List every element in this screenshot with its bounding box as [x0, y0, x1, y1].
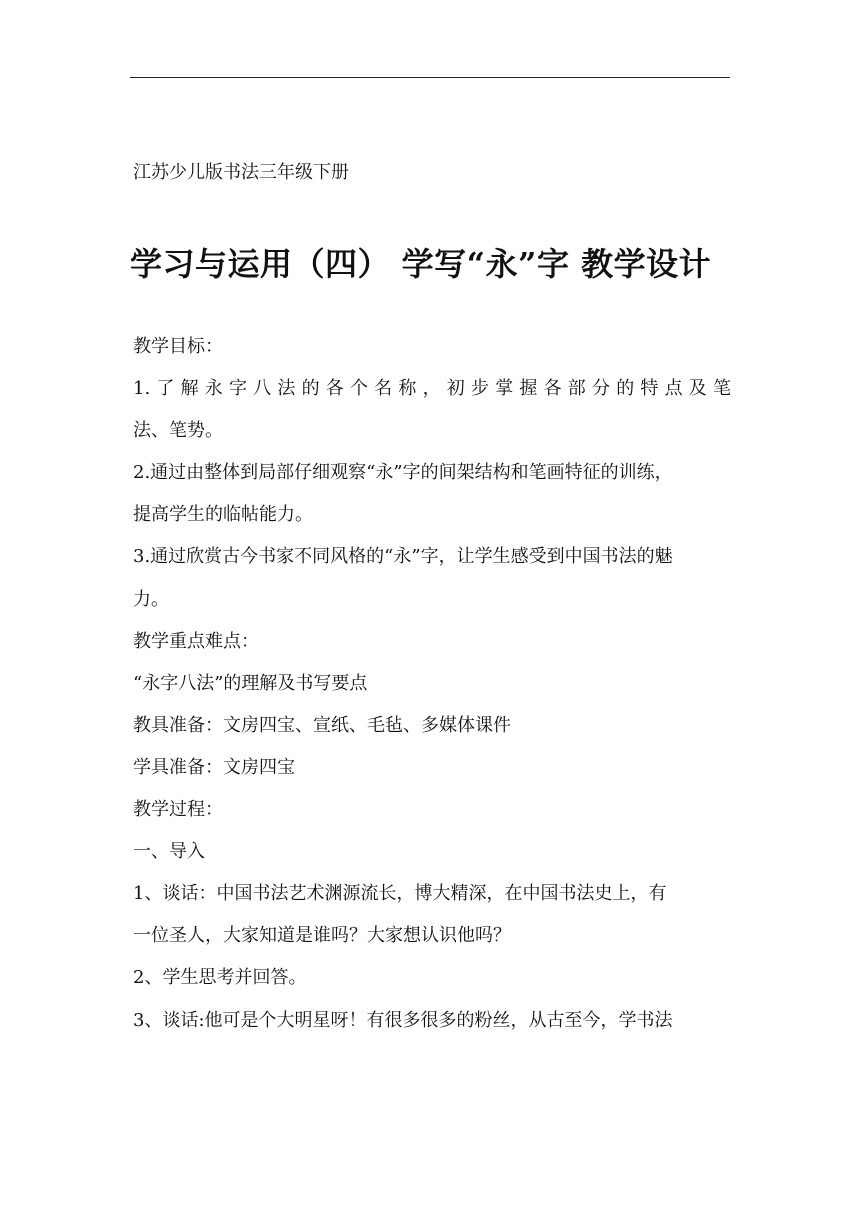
process-heading: 教学过程： [133, 799, 223, 821]
step-3-line-1: 3、谈话:他可是个大明星呀！有很多很多的粉丝，从古至今，学书法 [133, 1009, 673, 1031]
objective-1-line-1: 1.了解永字八法的各个名称，初步掌握各部分的特点及笔 [133, 378, 731, 400]
document-title: 学习与运用（四） 学写“永”字 教学设计 [130, 245, 712, 283]
key-points-heading: 教学重点难点： [133, 630, 259, 652]
section-1-heading: 一、导入 [133, 841, 205, 863]
document-subtitle: 江苏少儿版书法三年级下册 [133, 162, 349, 183]
step-2: 2、学生思考并回答。 [133, 967, 307, 989]
objective-2-line-1: 2.通过由整体到局部仔细观察“永”字的间架结构和笔画特征的训练， [133, 462, 673, 484]
step-1-line-2: 一位圣人，大家知道是谁吗？大家想认识他吗？ [133, 925, 511, 947]
document-body [133, 326, 731, 1042]
header-rule [130, 77, 730, 78]
objectives-heading: 教学目标： [133, 336, 223, 357]
student-tools: 学具准备：文房四宝 [133, 756, 295, 778]
objective-2-line-2: 提高学生的临帖能力。 [133, 504, 313, 526]
objective-3-line-2: 力。 [133, 588, 169, 610]
step-1-line-1: 1、谈话：中国书法艺术渊源流长，博大精深，在中国书法史上，有 [133, 883, 667, 905]
objective-3-line-1: 3.通过欣赏古今书家不同风格的“永”字，让学生感受到中国书法的魅 [133, 546, 673, 568]
teacher-tools: 教具准备：文房四宝、宣纸、毛毡、多媒体课件 [133, 714, 511, 736]
key-points-text: “永字八法”的理解及书写要点 [133, 672, 368, 694]
objective-1-line-2: 法、笔势。 [133, 420, 223, 442]
